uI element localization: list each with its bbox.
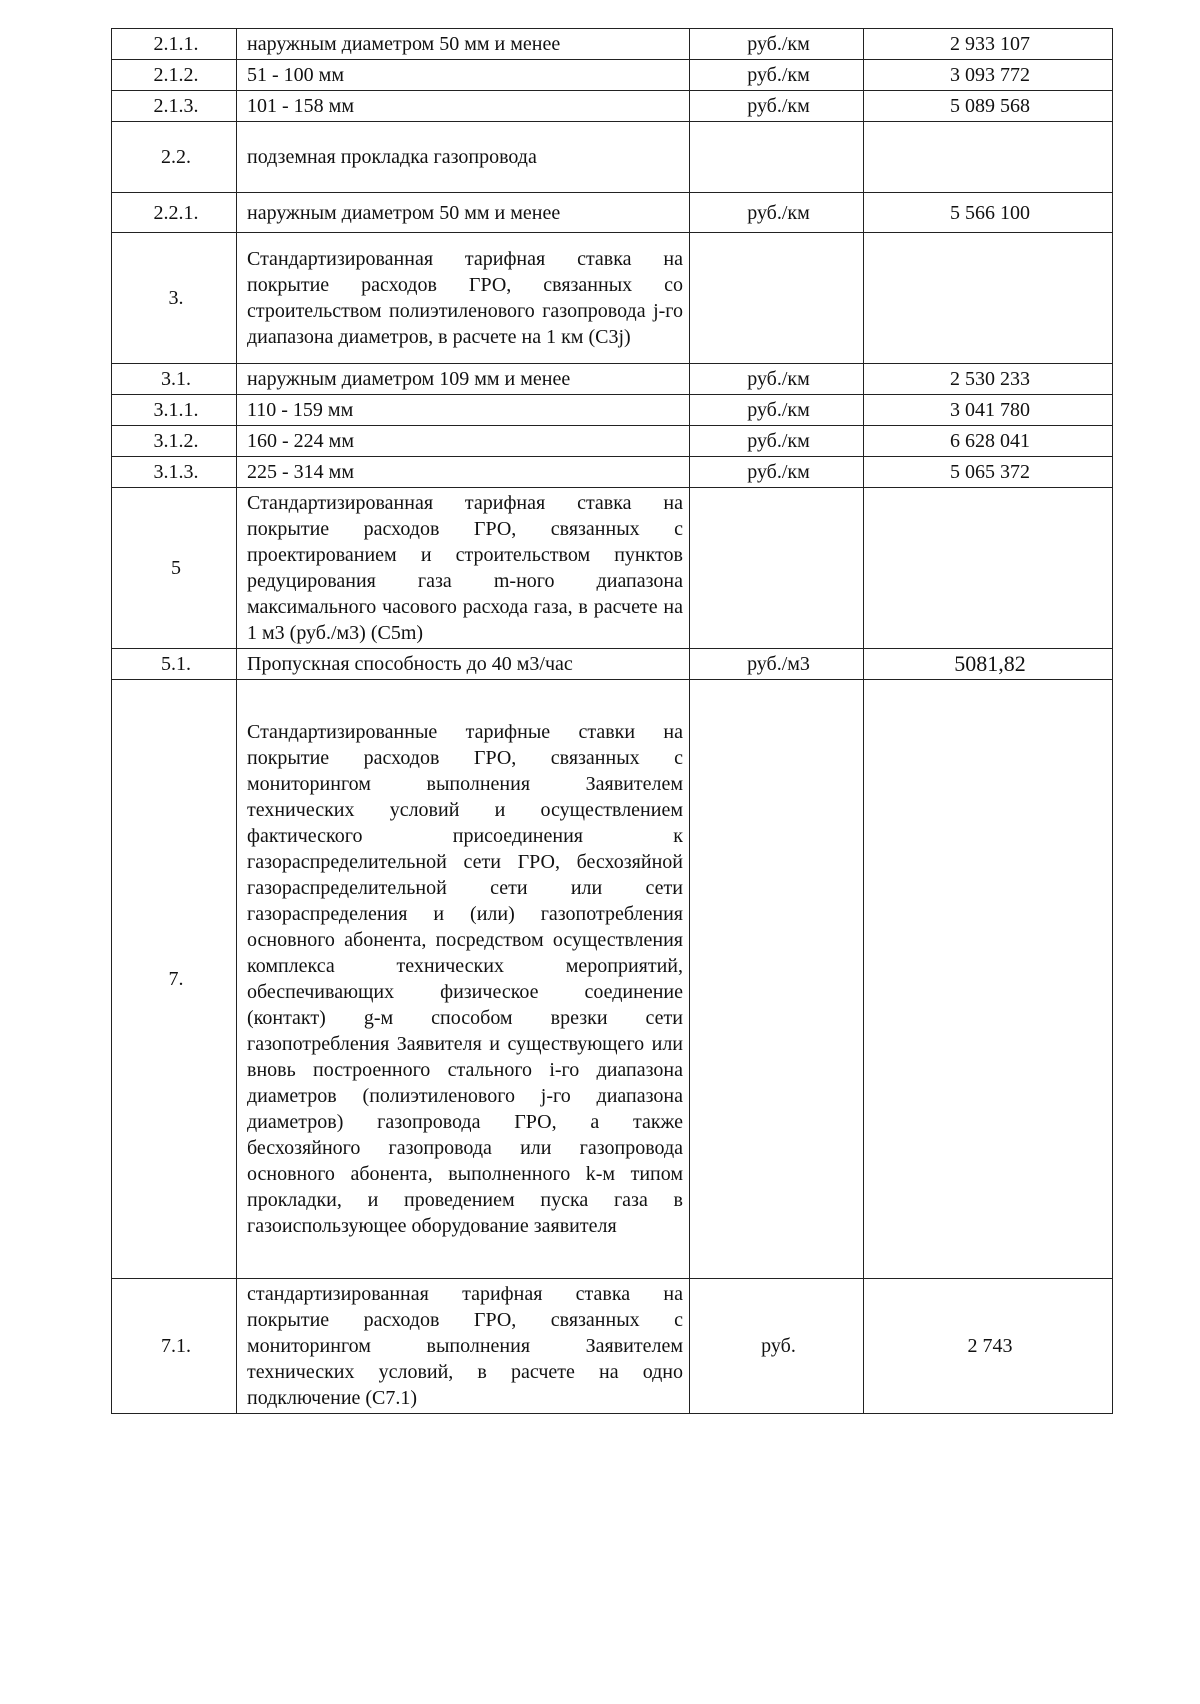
row-name: Стандартизированная тарифная ставка на покрытие расходов ГРО, связанных со строительством полиэтиленового газопровода j-го диапазона диаметров, в расчете на 1 км (C3j) — [237, 233, 690, 364]
row-unit: руб./км — [690, 395, 864, 426]
row-value: 2 933 107 — [864, 29, 1113, 60]
row-unit: руб./км — [690, 426, 864, 457]
row-unit: руб./км — [690, 60, 864, 91]
row-value: 5 566 100 — [864, 193, 1113, 233]
table-row — [112, 364, 1113, 395]
table-row — [112, 122, 1113, 193]
row-name: Пропускная способность до 40 м3/час — [237, 649, 690, 680]
row-number: 3.1.1. — [112, 395, 237, 426]
row-number: 3.1. — [112, 364, 237, 395]
row-name: наружным диаметром 50 мм и менее — [237, 193, 690, 233]
row-name: подземная прокладка газопровода — [237, 122, 690, 193]
row-unit: руб./км — [690, 91, 864, 122]
row-value: 5 089 568 — [864, 91, 1113, 122]
row-name: 160 - 224 мм — [237, 426, 690, 457]
row-number: 2.1.2. — [112, 60, 237, 91]
row-unit — [690, 680, 864, 1279]
row-unit: руб./км — [690, 29, 864, 60]
table-row — [112, 680, 1113, 1279]
table-row — [112, 1279, 1113, 1414]
row-unit: руб./м3 — [690, 649, 864, 680]
row-unit — [690, 233, 864, 364]
table-row — [112, 457, 1113, 488]
row-name: 225 - 314 мм — [237, 457, 690, 488]
row-value — [864, 488, 1113, 649]
row-value: 3 041 780 — [864, 395, 1113, 426]
row-number: 2.1.1. — [112, 29, 237, 60]
table-row — [112, 60, 1113, 91]
row-value: 5081,82 — [864, 649, 1113, 680]
row-unit: руб. — [690, 1279, 864, 1414]
row-number: 3.1.3. — [112, 457, 237, 488]
tariff-table — [111, 28, 1113, 1414]
row-name: стандартизированная тарифная ставка на покрытие расходов ГРО, связанных с мониторингом выполнения Заявителем технических условий, в расчете на одно подключение (C7.1) — [237, 1279, 690, 1414]
row-value: 2 530 233 — [864, 364, 1113, 395]
row-name: наружным диаметром 50 мм и менее — [237, 29, 690, 60]
row-value — [864, 233, 1113, 364]
row-name: Стандартизированная тарифная ставка на покрытие расходов ГРО, связанных с проектированием и строительством пунктов редуцирования газа m-ного диапазона максимального часового расхода газа, в расчете на 1 м3 (руб./м3) (C5m) — [237, 488, 690, 649]
row-value — [864, 680, 1113, 1279]
row-name: 110 - 159 мм — [237, 395, 690, 426]
table-row — [112, 233, 1113, 364]
row-number: 5.1. — [112, 649, 237, 680]
row-value: 6 628 041 — [864, 426, 1113, 457]
row-number: 3.1.2. — [112, 426, 237, 457]
row-name: 101 - 158 мм — [237, 91, 690, 122]
row-number: 7. — [112, 680, 237, 1279]
row-number: 7.1. — [112, 1279, 237, 1414]
row-name: Стандартизированные тарифные ставки на покрытие расходов ГРО, связанных с мониторингом выполнения Заявителем технических условий и осуществлением фактического присоединения к газораспределительной сети ГРО, бесхозяйной газораспределительной сети или сети газораспределения и (или) газопотребления основного абонента, посредством осуществления комплекса технических мероприятий, обеспечивающих физическое соединение (контакт) g-м способом врезки сети газопотребления Заявителя и существующего или вновь построенного стального i-го диапазона диаметров (полиэтиленового j-го диапазона диаметров) газопровода ГРО, а также бесхозяйного газопровода или газопровода основного абонента, выполненного k-м типом прокладки, и проведением пуска газа в газоиспользующее оборудование заявителя — [237, 680, 690, 1279]
row-unit: руб./км — [690, 364, 864, 395]
table-row — [112, 91, 1113, 122]
table-row — [112, 426, 1113, 457]
row-value: 3 093 772 — [864, 60, 1113, 91]
row-unit: руб./км — [690, 193, 864, 233]
row-value — [864, 122, 1113, 193]
table-row — [112, 193, 1113, 233]
table-row — [112, 649, 1113, 680]
row-value: 5 065 372 — [864, 457, 1113, 488]
table-row — [112, 29, 1113, 60]
row-unit — [690, 488, 864, 649]
row-number: 5 — [112, 488, 237, 649]
table-row — [112, 395, 1113, 426]
row-value: 2 743 — [864, 1279, 1113, 1414]
row-number: 2.2.1. — [112, 193, 237, 233]
row-number: 2.1.3. — [112, 91, 237, 122]
row-unit — [690, 122, 864, 193]
row-number: 2.2. — [112, 122, 237, 193]
table-row — [112, 488, 1113, 649]
row-name: наружным диаметром 109 мм и менее — [237, 364, 690, 395]
row-number: 3. — [112, 233, 237, 364]
row-name: 51 - 100 мм — [237, 60, 690, 91]
row-unit: руб./км — [690, 457, 864, 488]
